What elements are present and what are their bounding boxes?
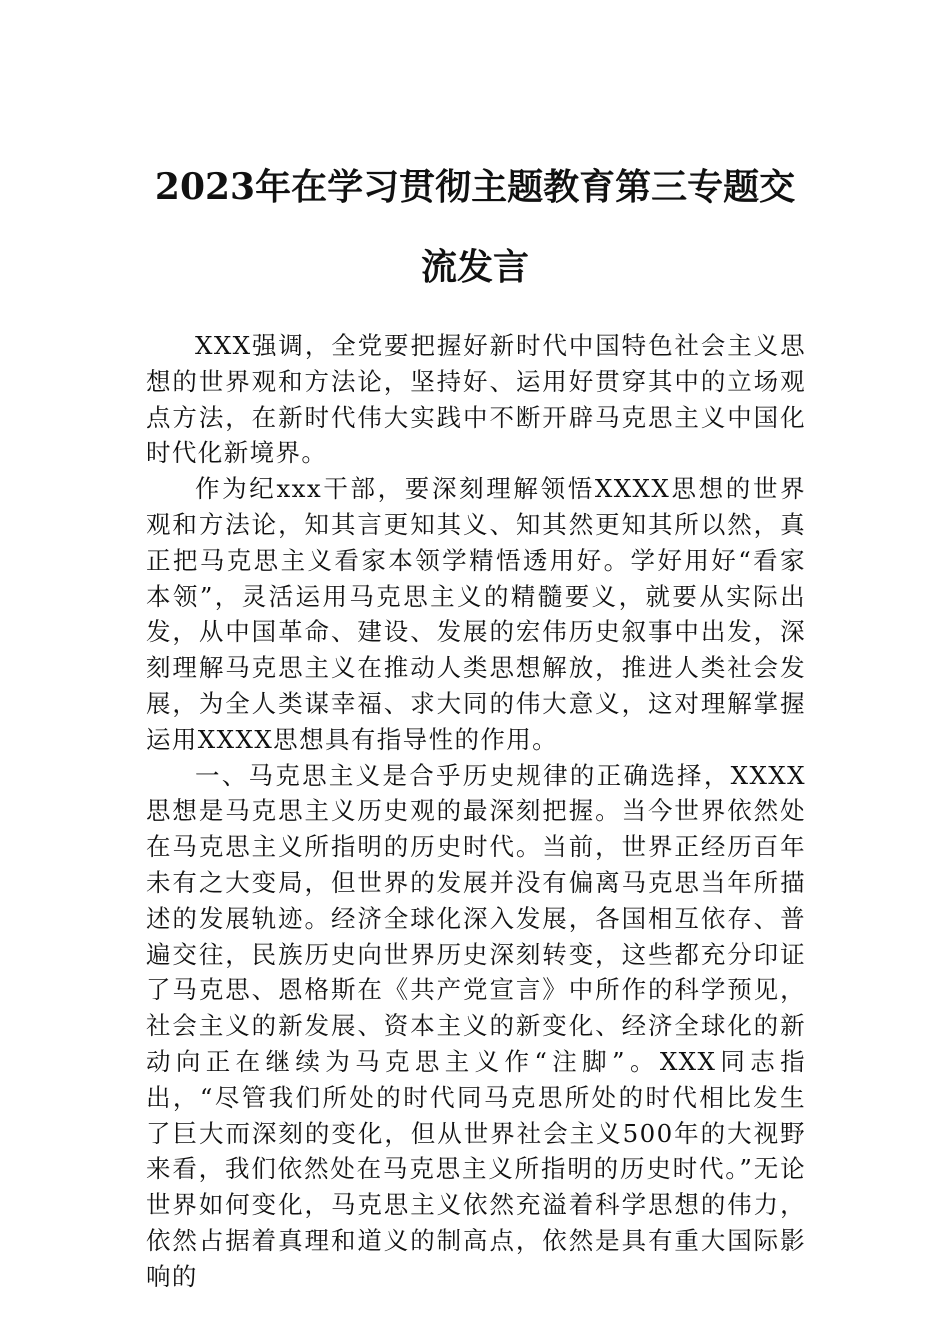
paragraph: XXX强调，全党要把握好新时代中国特色社会主义思想的世界观和方法论，坚持好、运用好贯穿其中的立场观点方法，在新时代伟大实践中不断开辟马克思主义中国化时代化新境界。 [146,331,806,468]
paragraph: 作为纪xxx干部，要深刻理解领悟XXXX思想的世界观和方法论，知其言更知其义、知其然更知其所以然，真正把马克思主义看家本领学精悟透用好。学好用好“看家本领”，灵活运用马克思主义的精髓要义，就要从实际出发，从中国革命、建设、发展的宏伟历史叙事中出发，深刻理解马克思主义在推动人类思想解放，推进人类社会发展，为全人类谋幸福、求大同的伟大意义，这对理解掌握运用XXXX思想具有指导性的作用。 [146,474,806,754]
document-title: 2023年在学习贯彻主题教育第三专题交流发言 [154,166,796,288]
paragraph: 一、马克思主义是合乎历史规律的正确选择，XXXX思想是马克思主义历史观的最深刻把握。当今世界依然处在马克思主义所指明的历史时代。当前，世界正经历百年未有之大变局，但世界的发展并没有偏离马克思当年所描述的发展轨迹。经济全球化深入发展，各国相互依存、普遍交往，民族历史向世界历史深刻转变，这些都充分印证了马克思、恩格斯在《共产党宣言》中所作的科学预见，社会主义的新发展、资本主义的新变化、经济全球化的新动向正在继续为马克思主义作“注脚”。XXX同志指出，“尽管我们所处的时代同马克思所处的时代相比发生了巨大而深刻的变化，但从世界社会主义500年的大视野来看，我们依然处在马克思主义所指明的历史时代。”无论世界如何变化，马克思主义依然充溢着科学思想的伟力，依然占据着真理和道义的制高点，依然是具有重大国际影响的 [146,760,806,1291]
document-body [146,328,806,1295]
